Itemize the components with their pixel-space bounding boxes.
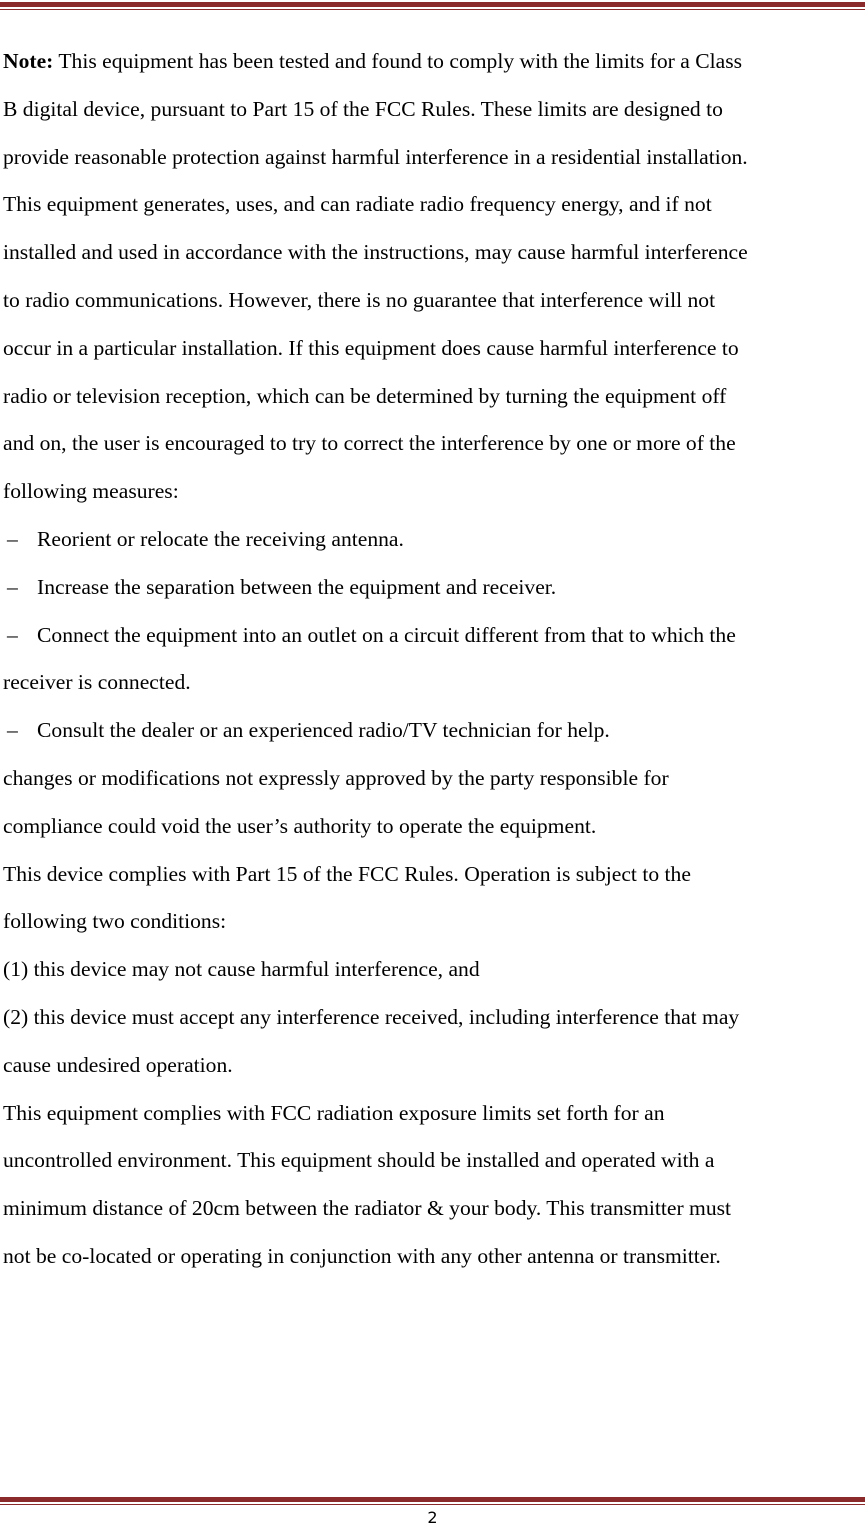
measure-text: Reorient or relocate the receiving antenna.	[37, 526, 404, 551]
text-line: uncontrolled environment. This equipment should be installed and operated with a	[3, 1148, 715, 1173]
measure-item	[3, 707, 863, 755]
dash-bullet: –	[7, 574, 18, 599]
text-line: B digital device, pursuant to Part 15 of the FCC Rules. These limits are designed to	[3, 96, 723, 121]
text-line: and on, the user is encouraged to try to correct the interference by one or more of the	[3, 431, 736, 456]
measure-text: Connect the equipment into an outlet on a circuit different from that to which the	[37, 622, 736, 647]
text-line: minimum distance of 20cm between the radiator & your body. This transmitter must	[3, 1196, 732, 1221]
text-line: provide reasonable protection against harmful interference in a residential installation.	[3, 144, 748, 169]
measure-item	[3, 564, 863, 612]
text-line: not be co-located or operating in conjunction with any other antenna or transmitter.	[3, 1243, 721, 1268]
dash-bullet: –	[7, 622, 18, 647]
text-line: following measures:	[3, 479, 179, 504]
text-line: (1) this device may not cause harmful interference, and	[3, 957, 480, 982]
measure-continuation: receiver is connected.	[3, 670, 191, 695]
note-line	[3, 38, 863, 86]
text-line: This equipment complies with FCC radiation exposure limits set forth for an	[3, 1100, 665, 1125]
document-body	[3, 38, 863, 1281]
text-line: This equipment generates, uses, and can radiate radio frequency energy, and if not	[3, 192, 712, 217]
note-label: Note:	[3, 49, 54, 73]
measure-text: Consult the dealer or an experienced radio/TV technician for help.	[37, 718, 610, 743]
text-line: changes or modifications not expressly approved by the party responsible for	[3, 765, 669, 790]
text-line: installed and used in accordance with the instructions, may cause harmful interference	[3, 240, 748, 265]
measure-item	[3, 516, 863, 564]
text-line: to radio communications. However, there is no guarantee that interference will not	[3, 287, 716, 312]
measure-item	[3, 612, 863, 660]
text-line: occur in a particular installation. If this equipment does cause harmful interference to	[3, 335, 739, 360]
dash-bullet: –	[7, 718, 18, 743]
text-line: This device complies with Part 15 of the FCC Rules. Operation is subject to the	[3, 861, 691, 886]
text-line: (2) this device must accept any interference received, including interference that may	[3, 1004, 740, 1029]
text-line: radio or television reception, which can be determined by turning the equipment off	[3, 383, 727, 408]
header-rule	[0, 2, 865, 10]
dash-bullet: –	[7, 526, 18, 551]
text-line: following two conditions:	[3, 909, 227, 934]
measure-text: Increase the separation between the equipment and receiver.	[37, 574, 557, 599]
text-line: compliance could void the user’s authority to operate the equipment.	[3, 813, 597, 838]
text-line: This equipment has been tested and found to comply with the limits for a Class	[53, 49, 743, 73]
footer-rule	[0, 1497, 865, 1505]
page-number: 2	[427, 1508, 438, 1527]
text-line: cause undesired operation.	[3, 1052, 233, 1077]
